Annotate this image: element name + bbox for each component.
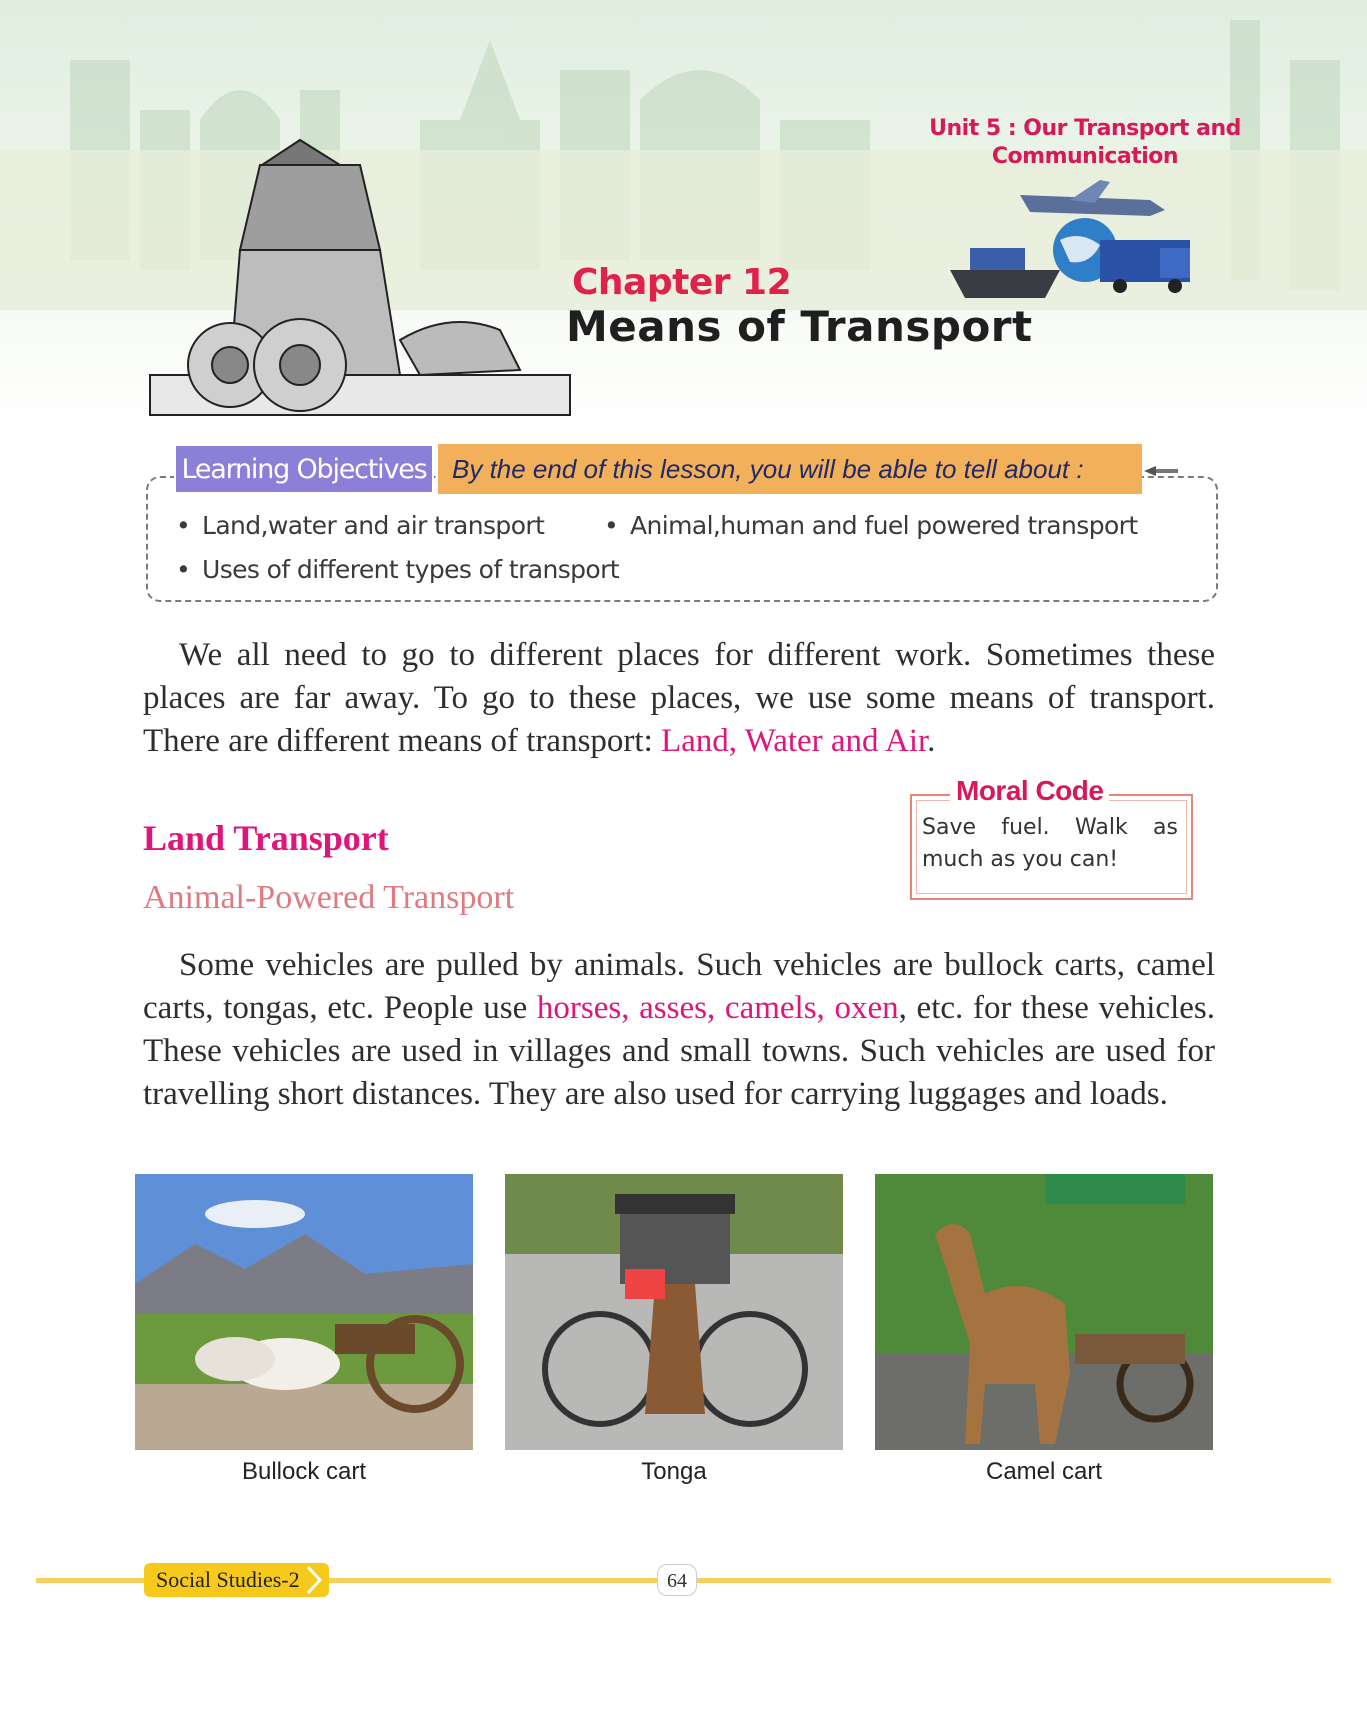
intro-paragraph [143,634,1215,763]
unit-title-line2: Communication [991,144,1179,169]
intro-end: . [927,723,936,759]
objective-text: Animal,human and fuel powered transport [630,511,1138,540]
objective-item: • Animal,human and fuel powered transport [604,511,1138,540]
page-number: 64 [657,1564,697,1596]
unit-title-line1: Unit 5 : Our Transport and [929,116,1241,141]
photo-caption: Bullock cart [241,1458,367,1485]
photo-caption: Tonga [641,1458,707,1485]
animal-text-1: Some vehicles are pulled by animals. Such vehicles are bullock carts, camel carts, tongas, etc. People use [143,947,1215,1026]
intro-highlight: Land, Water and Air [661,723,928,759]
learning-objectives-tab: Learning Objectives [174,444,434,494]
objective-text: Land,water and air transport [202,511,545,540]
objective-text: Uses of different types of transport [202,555,619,584]
photo-caption: Camel cart [985,1458,1103,1485]
animal-text-2: , etc. for these vehicles. These vehicles are used in villages and small towns. Such vehicles are used for travelling short distances. They are also used for carrying luggages and loads. [143,990,1215,1112]
unit-title [920,115,1250,171]
tonga-photo [505,1174,843,1450]
book-label: Social Studies-2 [144,1563,329,1597]
bullock-cart-photo [135,1174,473,1450]
chapter-title: Means of Transport [566,302,1033,351]
learning-objectives-intro: By the end of this lesson, you will be able to tell about : [438,444,1142,494]
moral-code-title: Moral Code [950,775,1109,807]
objective-item: • Land,water and air transport [176,511,545,540]
chevron-right-icon [304,1565,324,1595]
camel-cart-photo [875,1174,1213,1450]
header-illustration [0,0,1367,430]
intro-text: We all need to go to different places for different work. Sometimes these places are far away. To go to these places, we use some means of transport. There are different means of transport: [143,637,1215,759]
section-heading: Land Transport [143,818,389,858]
animal-highlight: horses, asses, camels, oxen [536,990,899,1026]
pin-icon [1142,463,1182,479]
objective-item: • Uses of different types of transport [176,555,619,584]
moral-code-text: Save fuel. Walk as much as you can! [922,815,1178,872]
subsection-heading: Animal-Powered Transport [143,879,515,916]
chapter-number: Chapter 12 [572,262,792,303]
animal-paragraph [143,944,1215,1116]
